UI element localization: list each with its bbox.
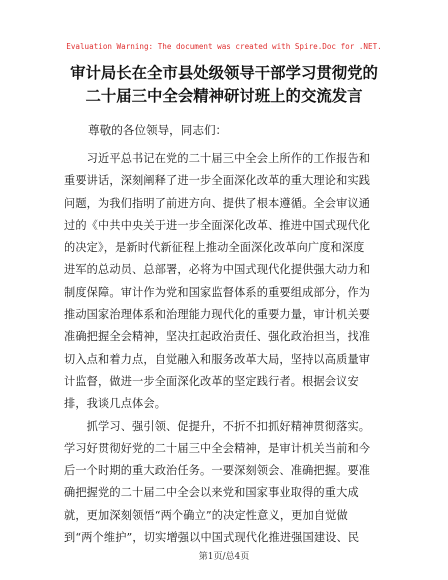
title-line-1: 审计局长在全市县处级领导干部学习贯彻党的 (70, 64, 378, 82)
body-line: 的决定》，是新时代新征程上推动全面深化改革向广度和深度 (64, 241, 365, 255)
body-line: 学习好贯彻好党的二十届三中全会精神，是审计机关当前和今 (64, 441, 371, 455)
body-text (64, 148, 394, 549)
title-line-2: 二十届三中全会精神研讨班上的交流发言 (85, 87, 363, 105)
body-line: 计监督，做进一步全面深化改革的坚定践行者。根据会议安 (64, 374, 359, 388)
body-line: 就，更加深刻领悟“两个确立”的决定性意义，更加自觉做 (64, 508, 348, 522)
body-line: 确把握党的二十届二中全会以来党和国家事业取得的重大成 (64, 486, 359, 500)
body-line: 进军的总动员、总部署，必将为中国式现代化提供强大动力和 (64, 263, 371, 277)
body-line: 问题，为我们指明了前进方向、提供了根本遵循。全会审议通 (64, 196, 371, 210)
body-line: 后一个时期的重大政治任务。一要深刻领会、准确把握。要准 (64, 464, 371, 478)
document-title (40, 62, 408, 108)
body-line: 准确把握全会精神，坚决扛起政治责任、强化政治担当，找准 (64, 330, 371, 344)
body-line: 切入点和着力点，自觉融入和服务改革大局，坚持以高质量审 (64, 352, 371, 366)
body-line: 习近平总书记在党的二十届三中全会上所作的工作报告和 (64, 152, 371, 165)
greeting: 尊敬的各位领导，同志们： (88, 123, 228, 137)
body-line: 抓学习、强引领、促提升，不折不扣抓好精神贯彻落实。 (64, 419, 371, 433)
body-line: 推动国家治理体系和治理能力现代化的重要力量，审计机关要 (64, 308, 371, 322)
body-line: 到“两个维护”，切实增强以中国式现代化推进强国建设、民 (64, 531, 360, 545)
body-line: 排，我谈几点体会。 (64, 397, 167, 411)
evaluation-warning: Evaluation Warning: The document was created with Spire.Doc for .NET. (66, 42, 382, 51)
body-line: 重要讲话，深刻阐释了进一步全面深化改革的重大理论和实践 (64, 174, 371, 188)
body-line: 制度保障。审计作为党和国家监督体系的重要组成部分，作为 (64, 285, 371, 299)
page-footer: 第1页/总4页 (198, 552, 250, 562)
body-line: 过的《中共中央关于进一步全面深化改革、推进中国式现代化 (64, 218, 371, 232)
